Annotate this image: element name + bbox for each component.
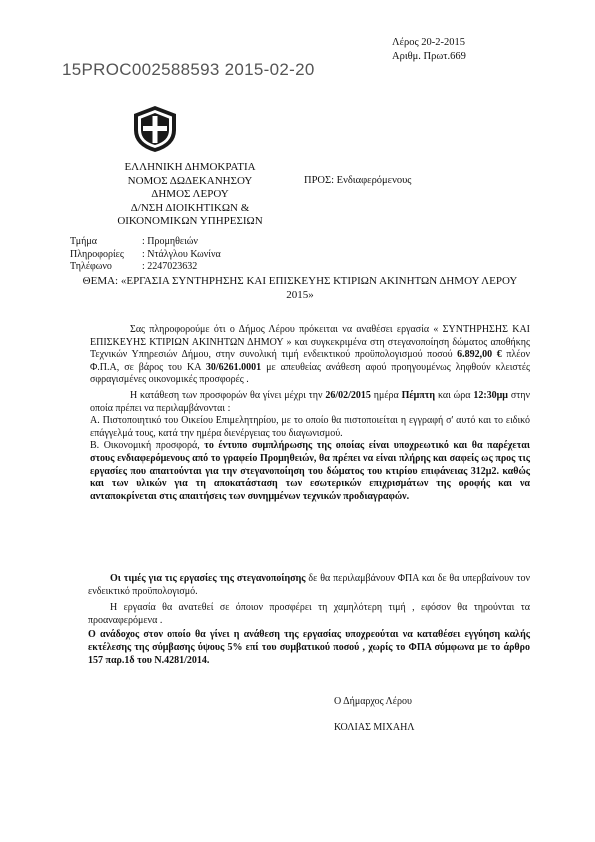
document-code: 15PROC002588593 2015-02-20 bbox=[62, 60, 315, 79]
deadline-time: 12:30μμ bbox=[473, 389, 508, 401]
issuer-line: Δ/ΝΣΗ ΔΙΟΙΚΗΤΙΚΩΝ & bbox=[130, 201, 250, 214]
issuer-line: ΕΛΛΗΝΙΚΗ ΔΗΜΟΚΡΑΤΙΑ bbox=[124, 161, 256, 173]
paragraph-deadline: Η κατάθεση των προσφορών θα γίνει μέχρι την 26/02/2015 ημέρα Πέμπτη και ώρα 12:30μμ στην οποία πρέπει να περιλαμβάνονται : bbox=[90, 389, 530, 414]
requirement-b: Β. Οικονομική προσφορά, το έντυπο συμπλήρωσης της οποίας είναι υποχρεωτικό και θα παρέχεται στους ενδιαφερόμενους από το γραφείο Προμηθειών, θα πρέπει να είναι πλήρης και σαφείς ως προς τις εργασίες που απαιτούνται για την στεγανοποίηση του δώματος του κτιρίου επιφάνειας 312μ2. καθώς και των υλικών για τη αποκατάσταση των εσωτερικών επιχρισμάτων της οροφής και να ανταποκρίνεται στις απαιτήσεις των συνημμένων τεχνικών προδιαγραφών. bbox=[90, 440, 530, 502]
signature-title: Ο Δήμαρχος Λέρου bbox=[334, 696, 412, 707]
contact-label: Τηλέφωνο bbox=[70, 261, 112, 272]
greek-coat-of-arms-icon bbox=[130, 104, 180, 154]
paragraph-guarantee: Ο ανάδοχος στον οποίο θα γίνει η ανάθεση της εργασίας υποχρεούται να καταθέσει εγγύηση καλής εκτέλεσης της σύμβασης ύψους 5% επί του συμβατικού ποσού , χωρίς το ΦΠΑ σύμφωνα με το άρθρο 157 παρ.1δ του Ν.4281/2014. bbox=[88, 629, 530, 666]
contact-label: Τμήμα bbox=[70, 236, 97, 247]
paragraph-prices: Οι τιμές για τις εργασίες της στεγανοποίησης δε θα περιλαμβάνουν ΦΠΑ και δε θα υπερβαίνουν τον ενδεικτικό προϋπολογισμό. bbox=[88, 573, 530, 597]
issuer-line: ΔΗΜΟΣ ΛΕΡΟΥ bbox=[151, 188, 229, 200]
signature-name: ΚΟΛΙΑΣ ΜΙΧΑΗΛ bbox=[334, 722, 415, 733]
contact-info bbox=[70, 236, 221, 274]
contact-row-information bbox=[70, 249, 221, 262]
letter-terms bbox=[88, 573, 530, 667]
recipient: ΠΡΟΣ: Ενδιαφερόμενους bbox=[304, 175, 412, 186]
issuer-block bbox=[70, 161, 310, 229]
contact-value: : 2247023632 bbox=[142, 261, 198, 272]
requirement-a: Α. Πιστοποιητικό του Οικείου Επιμελητηρίου, με το οποίο θα πιστοποιείται η εγγραφή σ' αυτό και το ειδικό επάγγελμά τους, κατά την ημέρα διενέργειας του διαγωνισμού. bbox=[90, 415, 530, 439]
deadline-day: Πέμπτη bbox=[401, 389, 436, 401]
date-block bbox=[392, 36, 466, 64]
contact-row-department bbox=[70, 236, 221, 249]
paragraph-intro: Σας πληροφορούμε ότι ο Δήμος Λέρου πρόκειται να αναθέσει εργασία « ΣΥΝΤΗΡΗΣΗΣ ΚΑΙ ΕΠΙΣΚΕΥΗΣ ΚΤΙΡΙΩΝ ΑΚΙΝΗΤΩΝ ΔΗΜΟΥ » και συγκεκριμένα στη στεγανοποίηση δώματος αποθήκης Τεχνικών Υπηρεσιών Δήμου, στην συνολική τιμή ενδεικτικού προϋπολογισμού ποσού 6.892,00 € πλέον Φ.Π.Α, σε βάρος του ΚΑ 30/6261.0001 με απευθείας ανάθεση αφού προηγουμένως ληφθούν κλειστές σφραγισμένες οικονομικές προσφορές . bbox=[90, 324, 530, 386]
date-line: Λέρος 20-2-2015 bbox=[392, 37, 466, 48]
contact-row-phone bbox=[70, 261, 221, 274]
paragraph-award: Η εργασία θα ανατεθεί σε όποιον προσφέρει τη χαμηλότερη τιμή , εφόσον θα τηρούνται τα προαναφερόμενα . bbox=[88, 602, 530, 626]
issuer-line: ΝΟΜΟΣ ΔΩΔΕΚΑΝΗΣΟΥ bbox=[127, 174, 253, 187]
deadline-date: 26/02/2015 bbox=[325, 389, 371, 401]
protocol-number: Αριθμ. Πρωτ.669 bbox=[392, 51, 466, 62]
contact-value: : Ντάλγλου Κωνίνα bbox=[142, 248, 221, 260]
contact-label: Πληροφορίες bbox=[70, 248, 124, 260]
issuer-line: ΟΙΚΟΝΟΜΙΚΩΝ ΥΠΗΡΕΣΙΩΝ bbox=[117, 215, 263, 227]
budget-code: 30/6261.0001 bbox=[205, 361, 262, 373]
contact-value: : Προμηθειών bbox=[142, 236, 198, 247]
letter-body bbox=[90, 324, 530, 503]
subject: ΘΕΜΑ: «ΕΡΓΑΣΙΑ ΣΥΝΤΗΡΗΣΗΣ ΚΑΙ ΕΠΙΣΚΕΥΗΣ ΚΤΙΡΙΩΝ ΑΚΙΝΗΤΩΝ ΔΗΜΟΥ ΛΕΡΟΥ 2015» bbox=[82, 275, 518, 301]
amount: 6.892,00 € bbox=[457, 349, 502, 361]
